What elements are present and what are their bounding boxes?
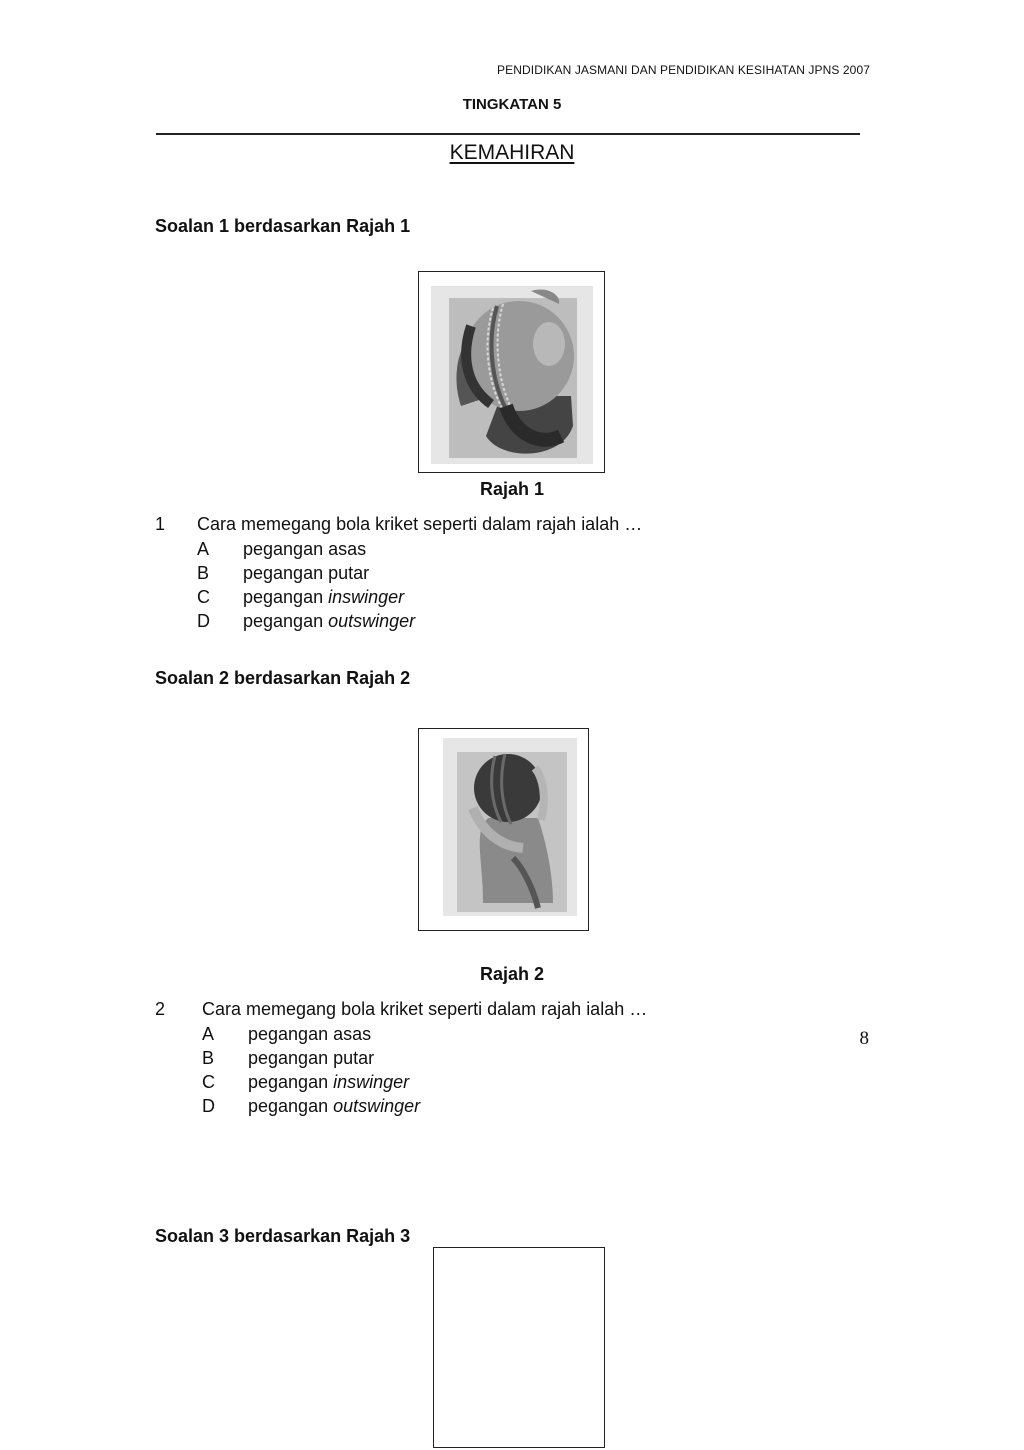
form-level: TINGKATAN 5	[462, 96, 562, 113]
figure-1-caption: Rajah 1	[479, 479, 545, 499]
figure-2-photo	[443, 738, 577, 916]
figure-2-caption: Rajah 2	[479, 964, 545, 984]
option-text: pegangan	[248, 1072, 334, 1092]
option-b[interactable]	[202, 1046, 420, 1070]
cricket-ball-grip-image	[443, 738, 577, 916]
option-letter: A	[202, 1024, 215, 1044]
cricket-ball-grip-image	[431, 286, 593, 464]
question-1-heading: Soalan 1 berdasarkan Rajah 1	[155, 216, 411, 236]
section-title: KEMAHIRAN	[449, 141, 575, 164]
question-2-options	[202, 1022, 420, 1118]
option-emphasis: outswinger	[328, 611, 416, 631]
option-emphasis: inswinger	[328, 587, 405, 607]
option-letter: C	[202, 1072, 215, 1092]
option-c[interactable]	[197, 585, 415, 609]
option-text: pegangan asas	[243, 539, 367, 559]
option-text: pegangan putar	[243, 563, 370, 583]
option-letter: B	[202, 1048, 215, 1068]
figure-1-frame	[418, 271, 605, 473]
option-a[interactable]	[202, 1022, 420, 1046]
option-text: pegangan	[243, 587, 329, 607]
option-letter: B	[197, 563, 210, 583]
question-1-number: 1	[155, 514, 166, 534]
option-b[interactable]	[197, 561, 415, 585]
question-1-stem: Cara memegang bola kriket seperti dalam rajah ialah …	[197, 514, 643, 534]
option-letter: C	[197, 587, 210, 607]
option-d[interactable]	[197, 609, 415, 633]
figure-1-photo	[431, 286, 593, 464]
question-2-heading: Soalan 2 berdasarkan Rajah 2	[155, 668, 411, 688]
option-text: pegangan putar	[248, 1048, 375, 1068]
question-3-heading: Soalan 3 berdasarkan Rajah 3	[155, 1226, 411, 1246]
option-emphasis: outswinger	[333, 1096, 421, 1116]
document-header: PENDIDIKAN JASMANI DAN PENDIDIKAN KESIHATAN JPNS 2007	[497, 63, 870, 77]
option-emphasis: inswinger	[333, 1072, 410, 1092]
option-text: pegangan asas	[248, 1024, 372, 1044]
page-number: 8	[859, 1028, 869, 1049]
question-2-number: 2	[155, 999, 166, 1019]
option-text: pegangan	[248, 1096, 334, 1116]
figure-2-frame	[418, 728, 589, 931]
header-divider	[156, 133, 860, 135]
option-text: pegangan	[243, 611, 329, 631]
figure-3-frame	[433, 1247, 605, 1448]
option-letter: A	[197, 539, 210, 559]
option-c[interactable]	[202, 1070, 420, 1094]
option-d[interactable]	[202, 1094, 420, 1118]
question-1-options	[197, 537, 415, 633]
option-letter: D	[197, 611, 210, 631]
question-2-stem: Cara memegang bola kriket seperti dalam rajah ialah …	[202, 999, 648, 1019]
option-a[interactable]	[197, 537, 415, 561]
option-letter: D	[202, 1096, 215, 1116]
